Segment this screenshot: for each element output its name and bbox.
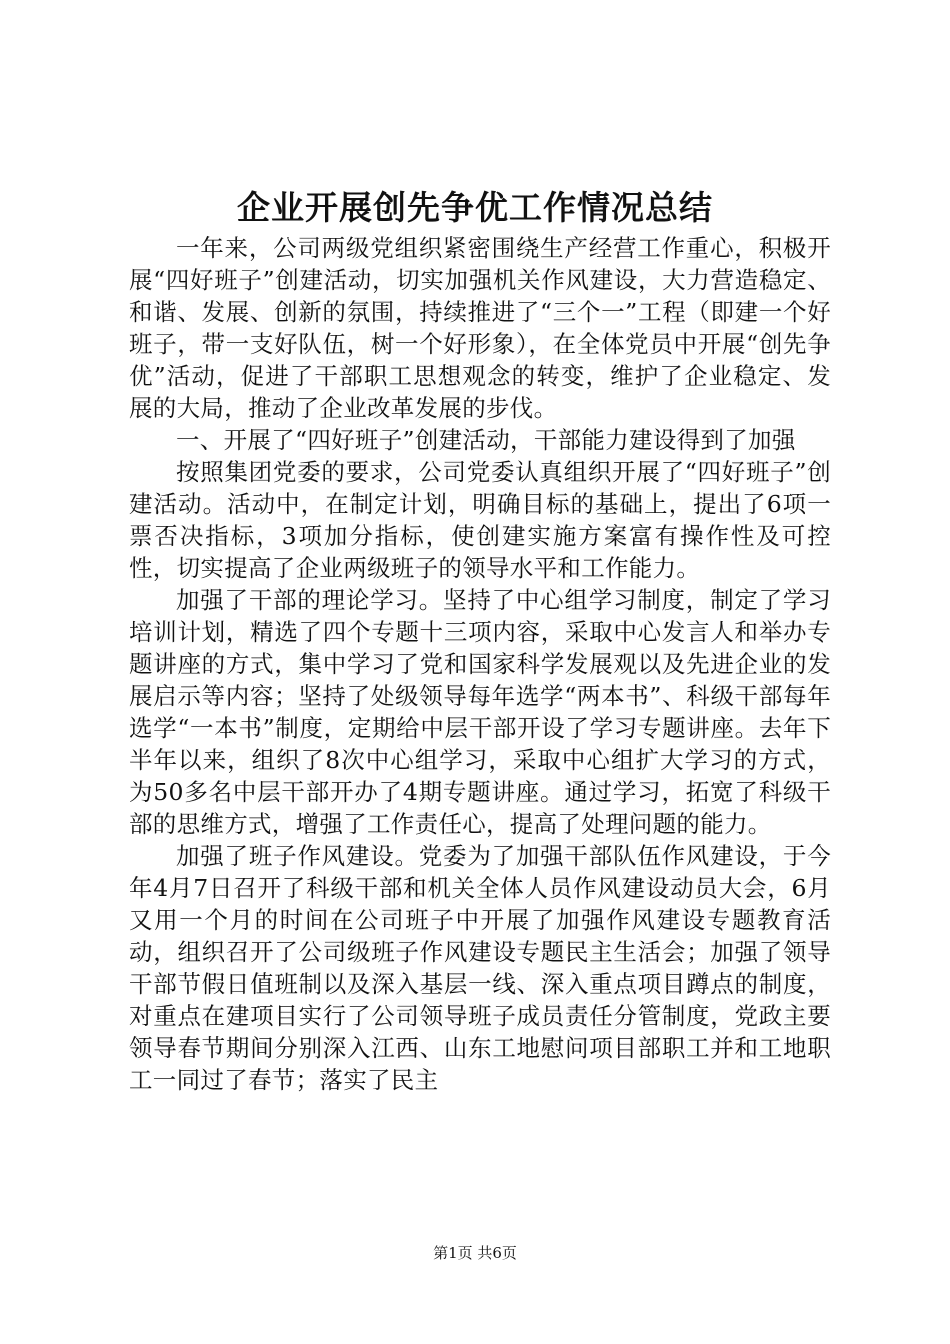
document-title: 企业开展创先争优工作情况总结 <box>237 188 713 227</box>
paragraph-theory-study: 加强了干部的理论学习。坚持了中心组学习制度，制定了学习培训计划，精选了四个专题十三项内容，采取中心发言人和举办专题讲座的方式，集中学习了党和国家科学发展观以及先进企业的发展启示等内容；坚持了处级领导每年选学“两本书”、科级干部每年选学“一本书”制度，定期给中层干部开设了学习专题讲座。去年下半年以来，组织了8次中心组学习，采取中心组扩大学习的方式，为50多名中层干部开办了4期专题讲座。通过学习，拓宽了科级干部的思维方式，增强了工作责任心，提高了处理问题的能力。 <box>129 586 831 838</box>
section-heading-1: 一、开展了“四好班子”创建活动，干部能力建设得到了加强 <box>176 426 796 454</box>
document-body <box>129 232 831 1096</box>
paragraph-intro: 一年来，公司两级党组织紧密围绕生产经营工作重心，积极开展“四好班子”创建活动，切实加强机关作风建设，大力营造稳定、和谐、发展、创新的氛围，持续推进了“三个一”工程（即建一个好班子，带一支好队伍，树一个好形象），在全体党员中开展“创先争优”活动，促进了干部职工思想观念的转变，维护了企业稳定、发展的大局，推动了企业改革发展的步伐。 <box>129 234 831 422</box>
paragraph-section1-overview: 按照集团党委的要求，公司党委认真组织开展了“四好班子”创建活动。活动中，在制定计划，明确目标的基础上，提出了6项一票否决指标，3项加分指标，使创建实施方案富有操作性及可控性，切实提高了企业两级班子的领导水平和工作能力。 <box>129 458 831 582</box>
paragraph-style-building: 加强了班子作风建设。党委为了加强干部队伍作风建设，于今年4月7日召开了科级干部和机关全体人员作风建设动员大会，6月又用一个月的时间在公司班子中开展了加强作风建设专题教育活动，组织召开了公司级班子作风建设专题民主生活会；加强了领导干部节假日值班制以及深入基层一线、深入重点项目蹲点的制度，对重点在建项目实行了公司领导班子成员责任分管制度，党政主要领导春节期间分别深入江西、山东工地慰问项目部职工并和工地职工一同过了春节；落实了民主 <box>129 842 831 1094</box>
page-footer: 第1页 共6页 <box>433 1244 517 1262</box>
